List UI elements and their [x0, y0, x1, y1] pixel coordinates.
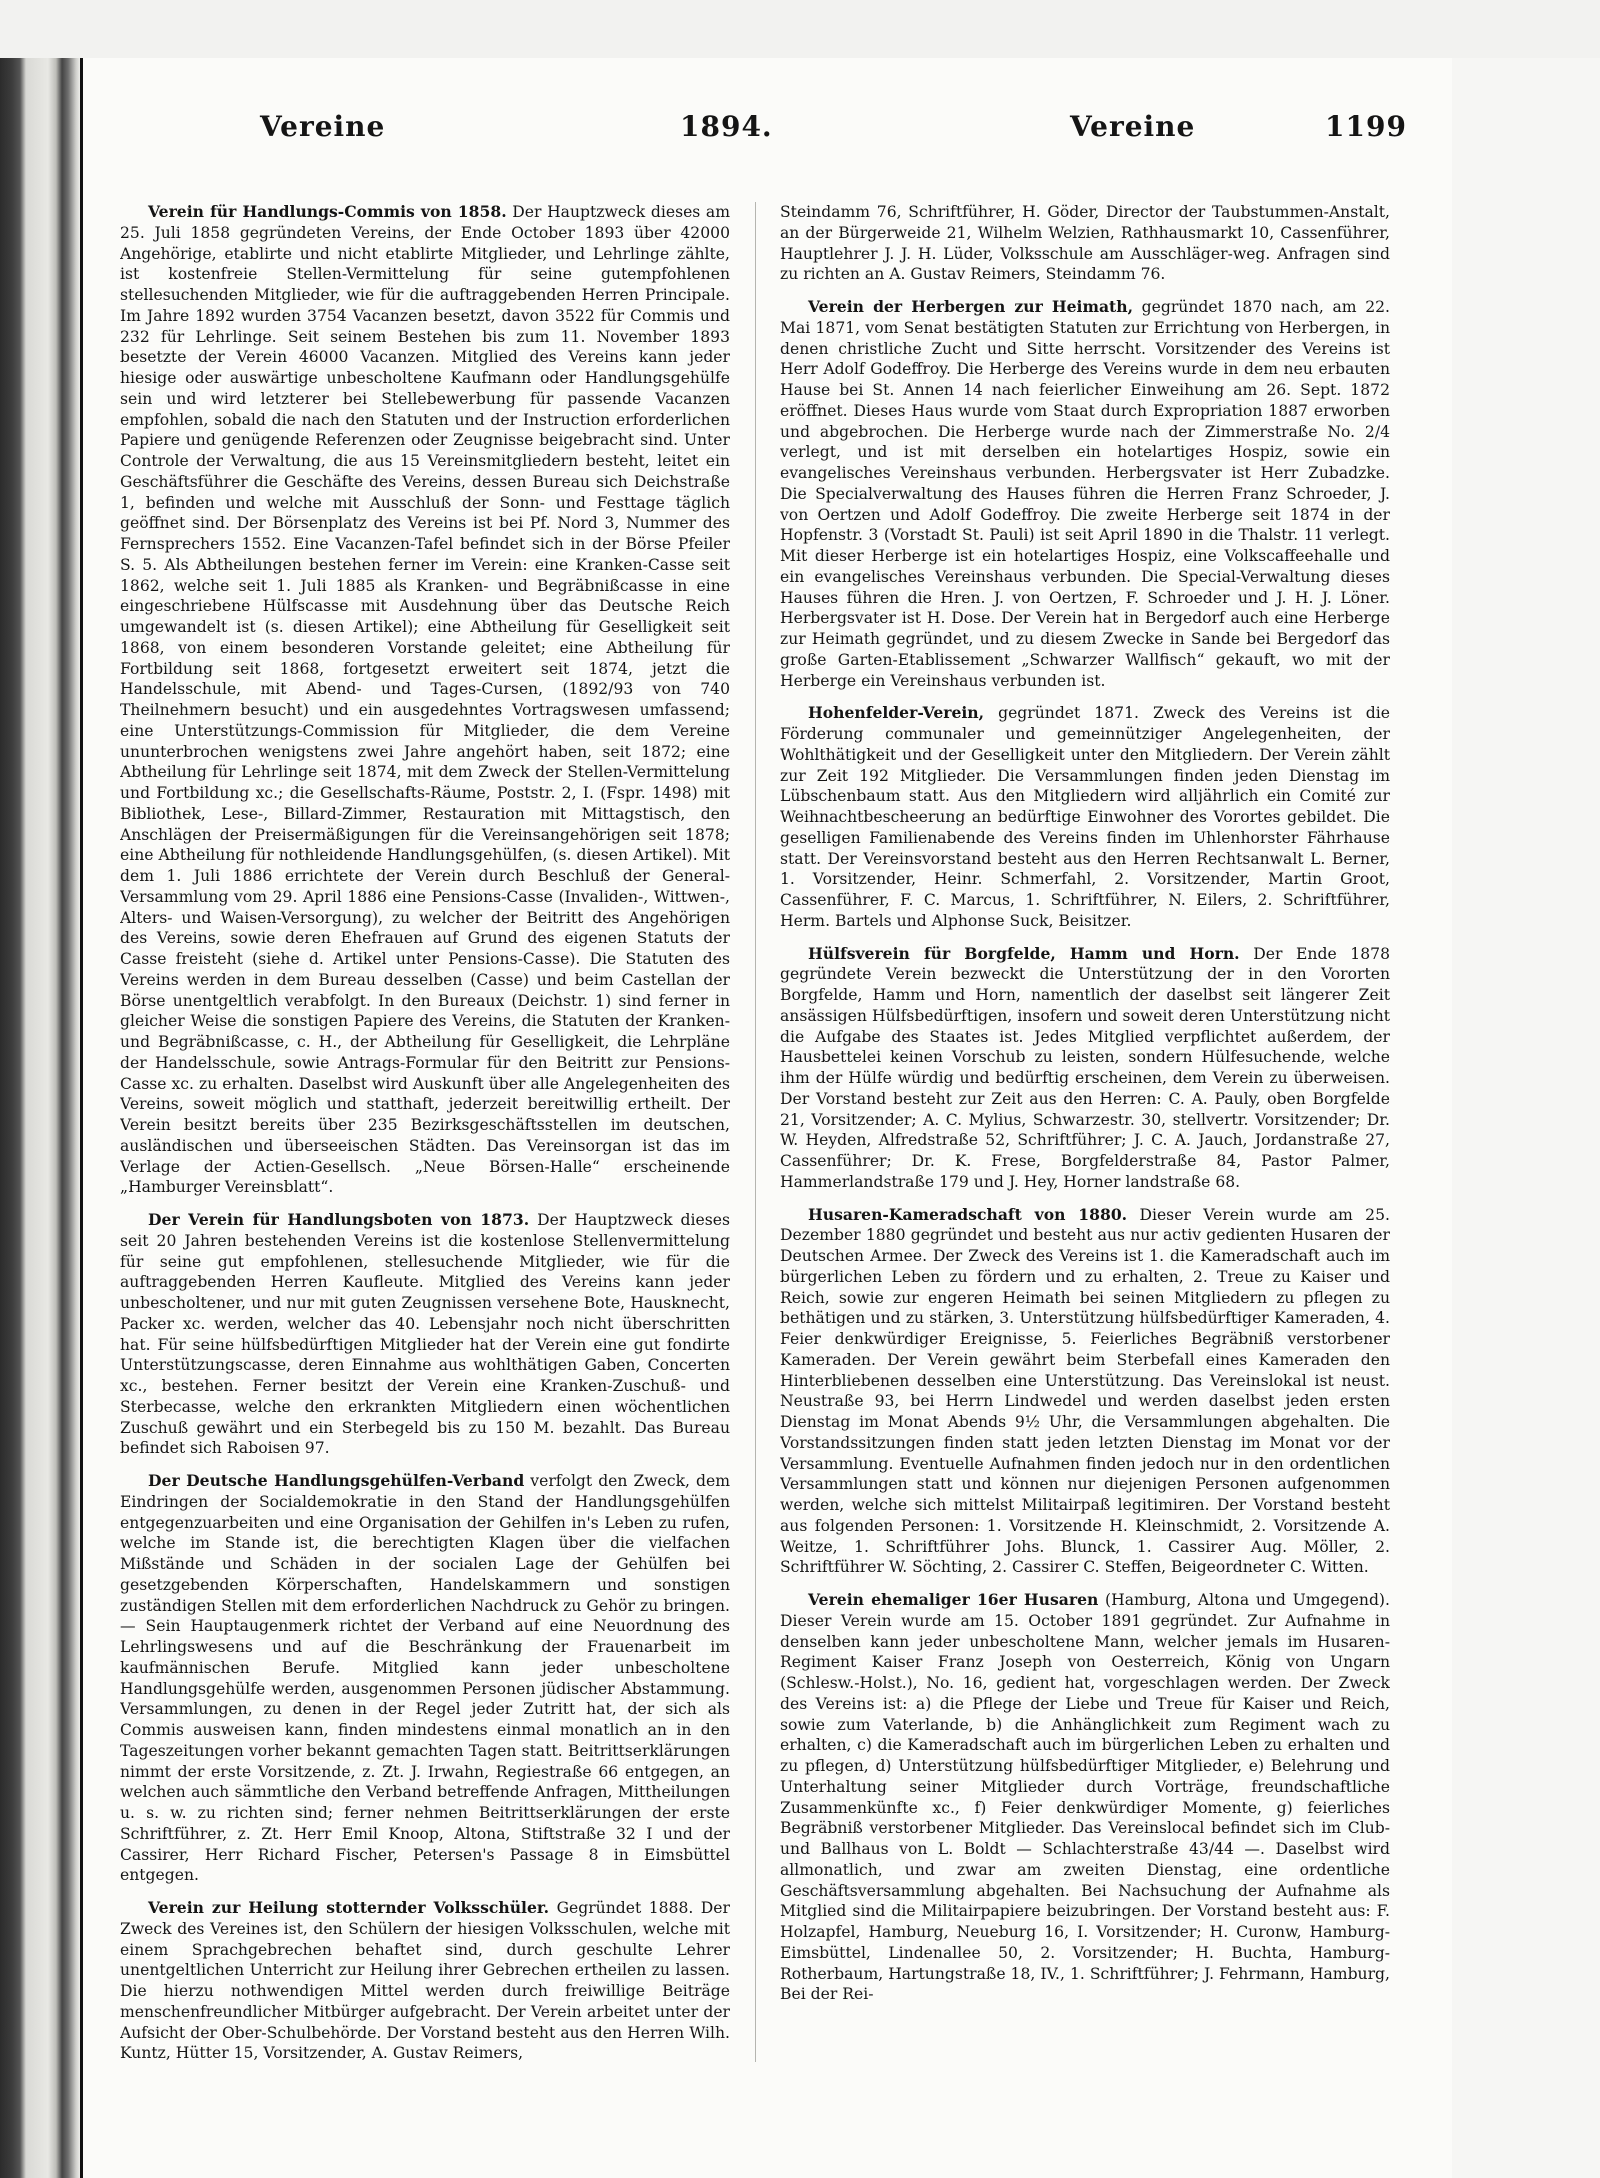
entry-heading: Verein für Handlungs-Commis von 1858. [148, 202, 507, 221]
entry-handlungsgehuelfen-verband [120, 1471, 730, 1886]
entry-huelfsverein-borgfelde [780, 944, 1390, 1193]
entry-heading: Verein ehemaliger 16er Husaren [808, 1590, 1099, 1609]
running-header [120, 110, 1580, 150]
entry-body: gegründet 1871. Zweck des Vereins ist die Förderung communaler und gemeinnütziger Angelegenheiten, der Wohlthätigkeit und der Geselligkeit unter den Mitgliedern. Der Verein zählt zur Zeit 192 Mitglieder. Die Versammlungen finden jeden Dienstag im Lübschenbaum statt. Aus den Mitgliedern wird alljährlich ein Comité zur Weihnachtbescheerung an bedürftige Einwohner des Vorortes gebildet. Die geselligen Familienabende des Vereins finden im Uhlenhorster Fährhause statt. Der Vereinsvorstand besteht aus den Herren Rechtsanwalt L. Berner, 1. Vorsitzender, Heinr. Schmerfahl, 2. Vorsitzender, Martin Groot, Cassenführer, F. C. Marcus, 1. Schriftführer, N. Eilers, 2. Schriftführer, Herm. Bartels und Alphonse Suck, Beisitzer. [780, 704, 1390, 930]
column-divider [755, 202, 756, 2062]
entry-heading: Hohenfelder-Verein, [808, 703, 985, 723]
left-column [120, 202, 730, 2062]
entry-body: Gegründet 1888. Der Zweck des Vereines ist, den Schülern der hiesigen Volksschulen, welche mit einem Sprachgebrechen behaftet sind, durch geschulte Lehrer unentgeltlichen Unterricht zur Heilung ihrer Gebrechen ertheilen zu lassen. Die hierzu nothwendigen Mittel werden durch freiwillige Beiträge menschenfreundlicher Mitbürger aufgebracht. Der Verein arbeitet unter der Aufsicht der Ober-Schulbehörde. Der Vorstand besteht aus den Herren Wilh. Kuntz, Hütter 15, Vorsitzender, A. Gustav Reimers, [120, 1899, 730, 2062]
entry-husaren-kameradschaft [780, 1205, 1390, 1579]
page-margin [1452, 58, 1600, 2178]
entry-body: Steindamm 76, Schriftführer, H. Göder, Director der Taubstummen-Anstalt, an der Bürgerweide 21, Wilhelm Welzien, Rathhausmarkt 10, Cassenführer, Hauptlehrer J. J. H. Lüder, Volksschule am Ausschläger-weg. Anfragen sind zu richten an A. Gustav Reimers, Steindamm 76. [780, 203, 1390, 284]
header-left: Vereine [260, 110, 386, 143]
entry-heading: Verein zur Heilung stotternder Volksschüler. [148, 1898, 550, 1917]
entry-body: Der Hauptzweck dieses am 25. Juli 1858 gegründeten Vereins, der Ende October 1893 über 42000 Angehörige, etablirte und nicht etablirte Mitglieder, und Lehrlinge zählte, ist kostenfreie Stellen-Vermittelung für seine gutempfohlenen stellesuchenden Mitglieder, wie für die auftraggebenden Herren Principale. Im Jahre 1892 wurden 3754 Vacanzen besetzt, davon 3522 für Commis und 232 für Lehrlinge. Seit seinem Bestehen bis zum 11. November 1893 besetzte der Verein 46000 Vacanzen. Mitglied des Vereins kann jeder hiesige oder auswärtige unbescholtene Kaufmann oder Handlungsgehülfe sein und wird letzterer bei Stellebewerbung für passende Vacanzen empfohlen, sobald die nach den Statuten und der Instruction erforderlichen Papiere und genügende Referenzen oder Zeugnisse beigebracht sind. Unter Controle der Verwaltung, die aus 15 Vereinsmitgliedern besteht, leitet ein Geschäftsführer die Geschäfte des Vereins, dessen Bureau sich Deichstraße 1, befinden und welche mit Ausschluß der Sonn- und Festtage täglich geöffnet sind. Der Börsenplatz des Vereins ist bei Pf. Nord 3, Nummer des Fernsprechers 1552. Eine Vacanzen-Tafel befindet sich in der Börse Pfeiler S. 5. Als Abtheilungen bestehen ferner im Verein: eine Kranken-Casse seit 1862, welche seit 1. Juli 1885 als Kranken- und Begräbnißcasse in eine eingeschriebene Hülfscasse mit Ausdehnung über das Deutsche Reich umgewandelt ist (s. diesen Artikel); eine Abtheilung für Geselligkeit seit 1868, von einem besonderen Vorstande geleitet; eine Abtheilung für Fortbildung seit 1868, fortgesetzt erweitert seit 1874, jetzt die Handelsschule, mit Abend- und Tages-Cursen, (1892/93 von 740 Theilnehmern besucht) und ein ausgedehntes Vortragswesen umfassend; eine Unterstützungs-Commission für Mitglieder, die dem Vereine ununterbrochen wenigstens zwei Jahre angehört haben, seit 1872; eine Abtheilung für Lehrlinge seit 1874, mit dem Zweck der Stellen-Vermittelung und Fortbildung xc.; die Gesellschafts-Räume, Poststr. 2, I. (Fspr. 1498) mit Bibliothek, Lese-, Billard-Zimmer, Restauration mit Mittagstisch, den Anschlägen der Preisermäßigungen für die Vereinsangehörigen seit 1878; eine Abtheilung für nothleidende Handlungsgehülfen, (s. diesen Artikel). Mit dem 1. Juli 1886 errichtete der Verein durch Beschluß der General-Versammlung vom 29. April 1886 eine Pensions-Casse (Invaliden-, Wittwen-, Alters- und Waisen-Versorgung), zu welcher der Beitritt des Angehörigen des Vereins, sowie deren Ehefrauen auf Grund des eigenen Statuts der Casse freisteht (siehe d. Artikel unter Pensions-Casse). Die Statuten des Vereins werden in dem Bureau desselben (Casse) und beim Castellan der Börse unentgeltlich verabfolgt. In den Bureaux (Deichstr. 1) sind ferner in gleicher Weise die sonstigen Papiere des Vereins, die Statuten der Kranken- und Begräbnißcasse, c. H., der Abtheilung für Geselligkeit, die Lehrpläne der Handelsschule, sowie Antrags-Formular für den Beitritt zur Pensions-Casse xc. zu erhalten. Daselbst wird Auskunft über alle Angelegenheiten des Vereins, soweit möglich und statthaft, jederzeit bereitwillig ertheilt. Der Verein besitzt bereits über 235 Bezirksgeschäftsstellen im deutschen, ausländischen und überseeischen Städten. Das Vereinsorgan ist das im Verlage der Actien-Gesellsch. „Neue Börsen-Halle“ erscheinende „Hamburger Vereinsblatt“. [120, 203, 730, 1197]
entry-heading: Verein der Herbergen zur Heimath, [808, 297, 1134, 316]
entry-handlungs-commis [120, 202, 730, 1198]
entry-stotternde-volksschueler [120, 1898, 730, 2062]
entry-herbergen-zur-heimath [780, 297, 1390, 691]
entry-body: gegründet 1870 nach, am 22. Mai 1871, vom Senat bestätigten Statuten zur Errichtung von Herbergen, in denen christliche Zucht und Sitte herrscht. Vorsitzender des Vereins ist Herr Adolf Godeffroy. Die Herberge des Vereins wurde in dem neu erbauten Hause bei St. Annen 14 nach feierlicher Einweihung am 26. Sept. 1872 eröffnet. Dieses Haus wurde vom Staat durch Expropriation 1887 erworben und abgebrochen. Die Herberge wurde nach der Zimmerstraße No. 2/4 verlegt, und ist mit derselben ein hotelartiges Hospiz, sowie ein evangelisches Vereinshaus verbunden. Herbergsvater ist Herr Zubadzke. Die Specialverwaltung des Hauses führen die Herren Franz Schroeder, J. von Oertzen und Adolf Godeffroy. Die zweite Herberge seit 1874 in der Hopfenstr. 3 (Vorstadt St. Pauli) ist seit April 1890 in die Thalstr. 11 verlegt. Mit dieser Herberge ist ein hotelartiges Hospiz, eine Volkscaffeehalle und ein evangelisches Vereinshaus verbunden. Die Special-Verwaltung dieses Hauses führen die Hren. J. von Oertzen, F. Schroeder und J. H. J. Löner. Herbergsvater ist H. Dose. Der Verein hat in Bergedorf auch eine Herberge zur Heimath gegründet, und zu diesem Zwecke in Sande bei Bergedorf das große Garten-Etablissement „Schwarzer Wallfisch“ gekauft, wo mit der Herberge ein Vereinshaus verbunden ist. [780, 298, 1390, 690]
entry-heading: Husaren-Kameradschaft von 1880. [808, 1204, 1128, 1224]
entry-body: Der Hauptzweck dieses seit 20 Jahren bestehenden Vereins ist die kostenlose Stellenvermittelung für seine gut empfohlenen, stellesuchende Mitglieder, wie für die auftraggebenden Herren Kaufleute. Mitglied des Vereins kann jeder unbescholtener, und nur mit guten Zeugnissen versehene Bote, Hausknecht, Packer xc. werden, welcher das 40. Lebensjahr noch nicht überschritten hat. Für seine hülfsbedürftigen Mitglieder hat der Verein eine gut fondirte Unterstützungscasse, deren Einnahme aus wohlthätigen Gaben, Concerten xc., bestehen. Ferner besitzt der Verein eine Kranken-Zuschuß- und Sterbecasse, welche den erkrankten Mitgliedern einen wöchentlichen Zuschuß gewährt und ein Sterbegeld bis zu 150 M. bezahlt. Das Bureau befindet sich Raboisen 97. [120, 1211, 730, 1458]
entry-handlungsboten [120, 1210, 730, 1459]
entry-16er-husaren [780, 1590, 1390, 2005]
entry-heading: Der Deutsche Handlungsgehülfen-Verband [148, 1471, 525, 1490]
entry-body: verfolgt den Zweck, dem Eindringen der Socialdemokratie in den Stand der Handlungsgehülfen entgegenzuarbeiten und eine Organisation der Gehilfen in's Leben zu rufen, welche im Stande ist, die berechtigten Klagen über die vielfachen Mißstände und Schäden in der socialen Lage der Gehülfen bei gesetzgebenden Körperschaften, Handelskammern und sonstigen zuständigen Stellen mit dem erforderlichen Nachdruck zu Gehör zu bringen. — Sein Hauptaugenmerk richtet der Verband auf eine Neuordnung des Lehrlingswesens und auf die Beschränkung der Frauenarbeit im kaufmännischen Berufe. Mitglied kann jeder unbescholtene Handlungsgehülfe werden, ausgenommen Personen jüdischer Abstammung. Versammlungen, zu denen in der Regel jeder Zutritt hat, der sich als Commis ausweisen kann, finden mindestens einmal monatlich an in den Tageszeitungen vorher bekannt gemachten Tagen statt. Beitrittserklärungen nimmt der erste Vorsitzende, z. Zt. J. Irwahn, Regiestraße 66 entgegen, an welchen auch sämmtliche den Verband betreffende Anfragen, Mittheilungen u. s. w. zu richten sind; ferner nehmen Beitrittserklärungen der erste Schriftführer, z. Zt. Herr Emil Knoop, Altona, Stiftstraße 32 I und der Cassirer, Herr Richard Fischer, Petersen's Passage 8 in Eimsbüttel entgegen. [120, 1472, 730, 1885]
entry-heading: Der Verein für Handlungsboten von 1873. [148, 1210, 530, 1229]
header-year: 1894. [680, 110, 773, 143]
entry-body: Der Ende 1878 gegründete Verein bezweckt die Unterstützung der in den Vororten Borgfelde, Hamm und Horn, namentlich der daselbst seit längerer Zeit ansässigen Hülfsbedürftigen, insofern und soweit deren Unterstützung nicht die Aufgabe des Staates ist. Jedes Mitglied verpflichtet außerdem, der Hausbettelei keinen Vorschub zu leisten, sondern Hülfesuchende, welche ihm der Hülfe würdig und bedürftig erscheinen, dem Verein zu überweisen. Der Vorstand besteht zur Zeit aus den Herren: C. A. Pauly, oben Borgfelde 21, Vorsitzender; A. C. Mylius, Schwarzestr. 30, stellvertr. Vorsitzender; Dr. W. Heyden, Alfredstraße 52, Schriftführer; J. C. A. Jauch, Jordanstraße 27, Cassenführer; Dr. K. Frese, Borgfelderstraße 84, Pastor Palmer, Hammerlandstraße 179 und J. Hey, Horner landstraße 68. [780, 944, 1390, 1191]
entry-hohenfelder-verein [780, 703, 1390, 931]
entry-body: (Hamburg, Altona und Umgegend). Dieser Verein wurde am 15. October 1891 gegründet. Zur Aufnahme in denselben kann jeder unbescholtene Mann, welcher jemals im Husaren-Regiment Kaiser Franz Joseph von Oesterreich, König von Ungarn (Schlesw.-Holst.), No. 16, gedient hat, vorgeschlagen werden. Der Zweck des Vereins ist: a) die Pflege der Liebe und Treue für Kaiser und Reich, sowie zum Vaterlande, b) die Anhänglichkeit zum Regiment wach zu erhalten, c) die Kameradschaft auch im bürgerlichen Leben zu erhalten und zu pflegen, d) Unterstützung hülfsbedürftiger Mitglieder, e) Belehrung und Unterhaltung seiner Mitglieder durch Vorträge, freundschaftliche Zusammenkünfte xc., f) Feier denkwürdiger Momente, g) feierliches Begräbniß verstorbener Mitglieder. Das Vereinslocal befindet sich im Club- und Ballhaus von L. Boldt — Schlachterstraße 43/44 —. Daselbst wird allmonatlich, und zwar am zweiten Dienstag, eine ordentliche Geschäftsversammlung abgehalten. Bei Nachsuchung der Aufnahme als Mitglied sind die Militairpapiere beizubringen. Der Vorstand besteht aus: F. Holzapfel, Hamburg, Neueburg 16, I. Vorsitzender; H. Curonw, Hamburg-Eimsbüttel, Lindenallee 50, 2. Vorsitzender; H. Buchta, Hamburg-Rotherbaum, Hartungstraße 18, IV., 1. Schriftführer; J. Fehrmann, Hamburg, Bei der Rei- [780, 1591, 1390, 2004]
header-right: Vereine [1070, 110, 1196, 143]
entry-heading: Hülfsverein für Borgfelde, Hamm und Horn. [808, 943, 1240, 963]
book-binding [0, 58, 80, 2178]
entry-continuation [780, 202, 1390, 285]
right-column [780, 202, 1390, 2062]
entry-body: Dieser Verein wurde am 25. Dezember 1880 gegründet und besteht aus nur activ gedienten Husaren der Deutschen Armee. Der Zweck des Vereins ist 1. die Kameradschaft auch im bürgerlichen Leben zu fördern und zu erhalten, 2. Treue zu Kaiser und Reich, sowie zur engeren Heimath bei seinen Mitgliedern zu pflegen zu bethätigen und zu stärken, 3. Unterstützung hülfsbedürftiger Kameraden, 4. Feier denkwürdiger Ereignisse, 5. Feierliches Begräbniß verstorbener Kameraden. Der Verein gewährt beim Sterbefall eines Kameraden den Hinterbliebenen desselben eine Unterstützung. Das Vereinslokal ist neust. Neustraße 93, bei Herrn Lindwedel und werden daselbst jeden ersten Dienstag im Monat Abends 9½ Uhr, die Versammlungen abgehalten. Die Vorstandssitzungen finden statt jeden letzten Dienstag im Monat vor der Versammlung. Eventuelle Aufnahmen finden jedoch nur in den ordentlichen Versammlungen statt und können nur diejenigen Personen aufgenommen werden, welche sich mittelst Militairpaß legitimiren. Der Vorstand besteht aus folgenden Personen: 1. Vorsitzende H. Kleinschmidt, 2. Vorsitzende A. Weitze, 1. Schriftführer Johs. Blunck, 1. Cassirer Aug. Möller, 2. Schriftführer W. Söchting, 2. Cassirer C. Steffen, Beigeordneter C. Witten. [780, 1205, 1390, 1577]
page-number: 1199 [1325, 110, 1407, 143]
